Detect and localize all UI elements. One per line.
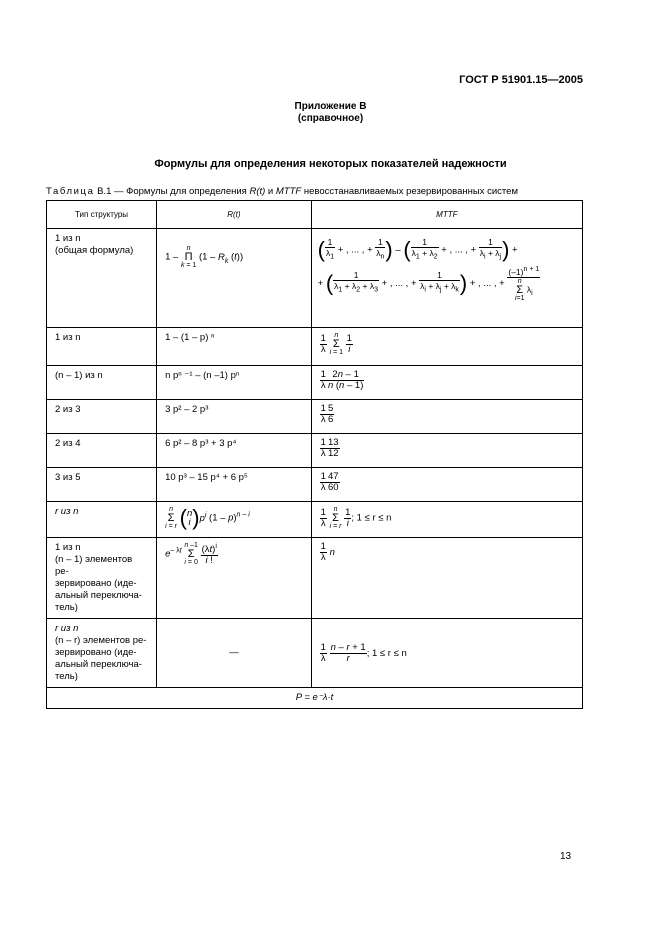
rt-formula: 3 p² – 2 p³	[157, 400, 312, 434]
type-line: (n – r) элементов ре-	[55, 635, 147, 646]
caption-mttf: MTTF	[275, 186, 302, 197]
caption-text-b: и	[265, 186, 276, 197]
type-cell	[47, 538, 157, 619]
mttf-formula: $\frac{1}{\lambda}$ n	[311, 538, 582, 619]
table-row	[47, 468, 583, 502]
type-line: 1 из n	[55, 542, 81, 553]
caption-label: Таблица	[46, 186, 95, 197]
caption-text-c: невосстанавливаемых резервированных систем	[301, 186, 518, 197]
mttf-formula: $\frac{1}{\lambda}$ $\frac{47}{60}$	[311, 468, 582, 502]
type-cell: (n – 1) из n	[47, 366, 157, 400]
table-row	[47, 538, 583, 619]
table-row	[47, 502, 583, 538]
rt-formula: 6 p² – 8 p³ + 3 p⁴	[157, 434, 312, 468]
type-cell: 3 из 5	[47, 468, 157, 502]
rt-formula: 1 – n Π k = 1 ($1 - R_k$ (t))	[157, 229, 312, 328]
table-row	[47, 619, 583, 688]
document-header: ГОСТ Р 51901.15—2005	[459, 74, 583, 86]
type-cell	[47, 619, 157, 688]
table-header-row	[47, 201, 583, 229]
table-footer-row	[47, 688, 583, 709]
mttf-formula: $\frac{1}{\lambda}$ n Σ i = r $\frac{1}{i}$ ; 1 ≤ r ≤ n	[311, 502, 582, 538]
type-line: тель)	[55, 602, 78, 613]
caption-text-a: — Формулы для определения	[111, 186, 250, 197]
type-line: альный переключа-	[55, 659, 142, 670]
mttf-formula: $\frac{1}{\lambda}$ n Σ i = 1 $\frac{1}{i}$	[311, 328, 582, 366]
rt-formula: n pⁿ ⁻¹ – (n –1) pⁿ	[157, 366, 312, 400]
rt-formula: $e^{- \lambda t}$ n –1 Σ i = 0 $\frac{(\lambda t)^i}{i !}$	[157, 538, 312, 619]
mttf-formula: $\frac{1}{\lambda}$ $\frac{2n - 1}{n (n - 1)}$	[311, 366, 582, 400]
footer-formula: P = e⁻λ·t	[47, 688, 583, 709]
table-caption	[46, 186, 518, 197]
table-row	[47, 328, 583, 366]
type-line: тель)	[55, 671, 78, 682]
appendix-subtitle: (справочное)	[297, 113, 364, 124]
mttf-formula: $\frac{1}{\lambda}$ $\frac{13}{12}$	[311, 434, 582, 468]
type-line: (общая формула)	[55, 245, 134, 256]
table-row	[47, 400, 583, 434]
condition-text: ; 1 ≤ r ≤ n	[366, 647, 407, 659]
rt-formula: n Σ i = r ( n i )$p^i$ (1 – p)$^{n - i}$	[157, 502, 312, 538]
type-cell: r из n	[47, 502, 157, 538]
table-row	[47, 434, 583, 468]
caption-number: В.1	[97, 186, 112, 197]
type-cell: 1 из n	[47, 328, 157, 366]
mttf-formula: $\frac{1}{\lambda}$ $\frac{5}{6}$	[311, 400, 582, 434]
type-line: зервировано (иде-	[55, 647, 137, 658]
type-cell: 2 из 4	[47, 434, 157, 468]
condition-text: ; 1 ≤ r ≤ n	[351, 512, 392, 524]
type-cell	[47, 229, 157, 328]
type-cell: 2 из 3	[47, 400, 157, 434]
rt-formula: 10 p³ – 15 p⁴ + 6 p⁵	[157, 468, 312, 502]
type-line: альный переключа-	[55, 590, 142, 601]
reliability-formulas-table	[46, 200, 583, 709]
col-header-rt: R(t)	[157, 201, 312, 229]
mttf-formula: $\frac{1}{\lambda}$ $\frac{n - r + 1}{r}$ ; 1 ≤ r ≤ n	[311, 619, 582, 688]
table-row	[47, 366, 583, 400]
col-header-type: Тип структуры	[47, 201, 157, 229]
rt-formula: —	[157, 619, 312, 688]
caption-rt: R(t)	[249, 186, 266, 197]
mttf-formula-general: ( $\frac{1}{\lambda_1}$ + , ... , + $\frac{1}{\lambda_n}$ ) – ( $\frac{1}{\lambda_1 + \lambda_2}$ + , ... , + $\frac{1}{\lambda_i + \lambda_j}$ ) + + ( $\frac{1}{\lambda_1 + \lambda_2 + \lambda_3}$ + , ... , + $\frac{1}{\lambda_i + \lambda_j + \lambda_k}$ ) + , ... , + $(-1)^{n + 1}$ n Σ i=1 $\lambda_i$	[311, 229, 582, 328]
col-header-mttf: MTTF	[311, 201, 582, 229]
type-line: r из n	[55, 623, 79, 634]
section-title: Формулы для определения некоторых показателей надежности	[154, 158, 507, 170]
type-line: зервировано (иде-	[55, 578, 137, 589]
rt-formula: 1 – (1 – p) ⁿ	[157, 328, 312, 366]
table-row	[47, 229, 583, 328]
page-number: 13	[560, 851, 572, 862]
appendix-title: Приложение В	[294, 101, 367, 112]
type-line: 1 из n	[55, 233, 81, 244]
type-line: (n – 1) элементов ре-	[55, 554, 133, 577]
